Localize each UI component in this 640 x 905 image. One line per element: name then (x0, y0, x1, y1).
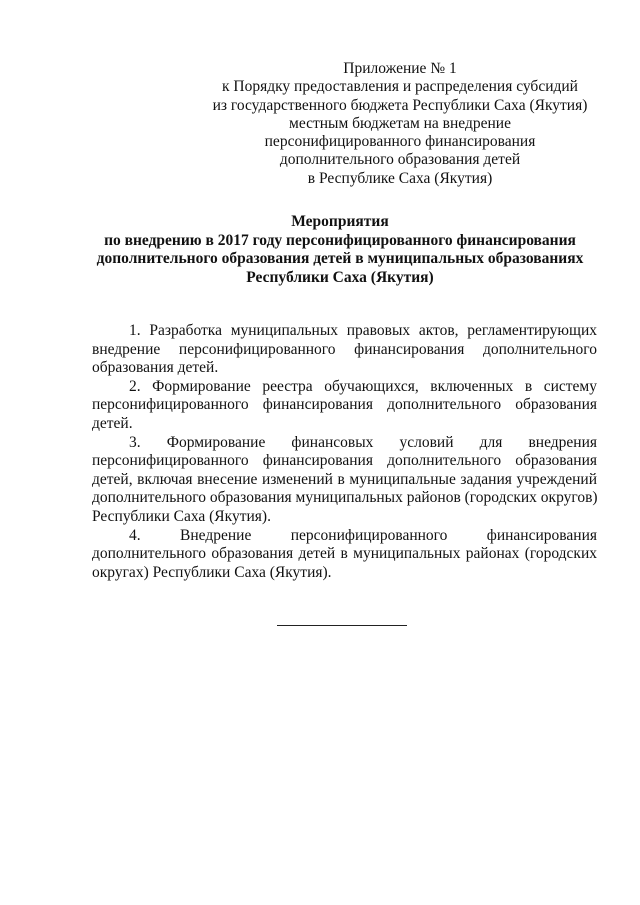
measures-list (92, 322, 597, 582)
appendix-line: в Республике Саха (Якутия) (307, 169, 493, 187)
list-item (92, 434, 597, 527)
appendix-header (210, 60, 590, 188)
appendix-line: к Порядку предоставления и распределения субсидий (222, 78, 578, 96)
list-item-line: дополнительного образования муниципальных районов (городских округов) (92, 489, 598, 507)
list-item-line: 4. Внедрение персонифицированного финансирования (129, 526, 597, 544)
title-line: Республики Саха (Якутия) (246, 269, 434, 287)
list-item-line: дополнительного образования детей в муниципальных районах (городских (92, 545, 597, 563)
appendix-line: из государственного бюджета Республики Саха (Якутия) (212, 96, 588, 114)
list-item-line: Республики Саха (Якутия). (92, 507, 271, 525)
list-item-line: 2. Формирование реестра обучающихся, включенных в систему (129, 377, 597, 395)
list-item (92, 322, 597, 378)
appendix-line: дополнительного образования детей (279, 151, 521, 169)
appendix-line: Приложение № 1 (343, 60, 457, 77)
title-line: дополнительного образования детей в муниципальных образованиях (96, 250, 584, 268)
list-item-line: 1. Разработка муниципальных правовых актов, регламентирующих (129, 322, 597, 339)
list-item (92, 378, 597, 434)
list-item-line: округах) Республики Саха (Якутия). (92, 563, 332, 581)
list-item-line: 3. Формирование финансовых условий для внедрения (129, 433, 597, 451)
appendix-line: персонифицированного финансирования (264, 133, 536, 151)
list-item-line: детей, включая внесение изменений в муниципальные задания учреждений (92, 470, 597, 488)
appendix-line: местным бюджетам на внедрение (289, 114, 511, 132)
list-item-line: персонифицированного финансирования дополнительного образования (92, 396, 597, 414)
list-item-line: детей. (92, 414, 133, 432)
document-title (70, 213, 610, 288)
list-item (92, 527, 597, 583)
list-item-line: внедрение персонифицированного финансирования дополнительного (92, 340, 597, 358)
title-line: по внедрению в 2017 году персонифицированного финансирования (104, 231, 576, 249)
closing-divider (277, 625, 407, 626)
title-line: Мероприятия (291, 213, 389, 230)
list-item-line: персонифицированного финансирования дополнительного образования (92, 452, 597, 470)
list-item-line: образования детей. (92, 359, 219, 377)
